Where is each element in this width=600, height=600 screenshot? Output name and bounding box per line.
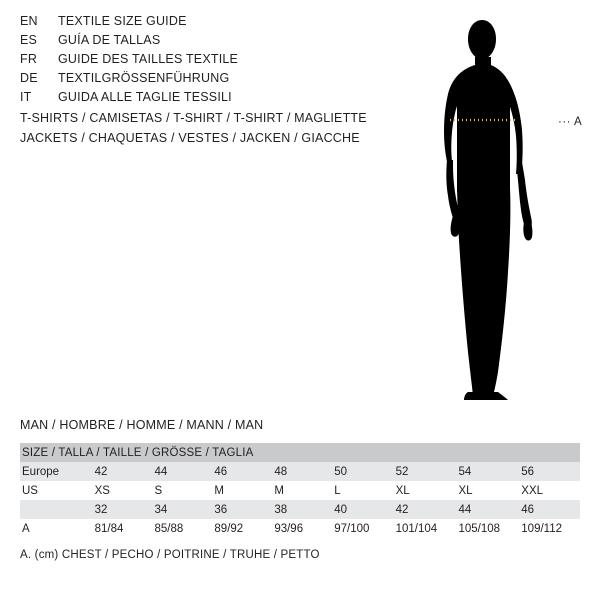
table-row [20, 481, 580, 500]
table-header-row [20, 443, 580, 462]
row-value: 54 [454, 462, 517, 481]
row-value: 32 [91, 500, 151, 519]
row-value: 34 [151, 500, 211, 519]
language-row [20, 52, 380, 71]
row-value: 105/108 [454, 519, 517, 538]
row-value: XL [454, 481, 517, 500]
language-code: DE [20, 71, 38, 85]
table-row [20, 500, 580, 519]
size-table [20, 443, 580, 538]
row-value: 38 [270, 500, 330, 519]
row-value: 46 [517, 500, 580, 519]
language-text: GUÍA DE TALLAS [58, 33, 161, 47]
category-line-tshirts: T-SHIRTS / CAMISETAS / T-SHIRT / T-SHIRT / MAGLIETTE [20, 111, 367, 125]
body-silhouette-figure [410, 12, 590, 402]
category-block [20, 111, 440, 151]
table-row [20, 519, 580, 538]
row-value: 81/84 [91, 519, 151, 538]
language-code: ES [20, 33, 38, 47]
silhouette-body [444, 20, 532, 400]
language-header-block [20, 14, 380, 109]
row-label: Europe [20, 462, 91, 481]
row-value: 40 [330, 500, 391, 519]
language-row [20, 33, 380, 52]
table-header-label: SIZE / TALLA / TAILLE / GRÖSSE / TAGLIA [20, 443, 580, 462]
row-value: XS [91, 481, 151, 500]
category-line-jackets: JACKETS / CHAQUETAS / VESTES / JACKEN / GIACCHE [20, 131, 360, 145]
row-value: M [270, 481, 330, 500]
row-value: L [330, 481, 391, 500]
row-value: 46 [210, 462, 270, 481]
row-value: 44 [454, 500, 517, 519]
row-value: 50 [330, 462, 391, 481]
language-text: GUIDE DES TAILLES TEXTILE [58, 52, 239, 66]
language-text: TEXTILGRÖSSENFÜHRUNG [58, 71, 230, 85]
row-value: S [151, 481, 211, 500]
row-label: A [20, 519, 91, 538]
row-value: 44 [151, 462, 211, 481]
row-value: M [210, 481, 270, 500]
row-value: 48 [270, 462, 330, 481]
language-row [20, 14, 380, 33]
language-text: TEXTILE SIZE GUIDE [58, 14, 187, 28]
row-label [20, 500, 91, 519]
row-value: XL [392, 481, 455, 500]
language-row [20, 90, 380, 109]
language-code: IT [20, 90, 32, 104]
silhouette-svg [410, 12, 590, 402]
language-text: GUIDA ALLE TAGLIE TESSILI [58, 90, 232, 104]
row-value: 89/92 [210, 519, 270, 538]
chest-measure-label: ··· A [558, 116, 583, 128]
row-value: 93/96 [270, 519, 330, 538]
language-code: FR [20, 52, 38, 66]
row-value: 109/112 [517, 519, 580, 538]
row-value: 85/88 [151, 519, 211, 538]
table-row [20, 462, 580, 481]
row-label: US [20, 481, 91, 500]
row-value: 97/100 [330, 519, 391, 538]
row-value: 42 [392, 500, 455, 519]
row-value: 52 [392, 462, 455, 481]
language-row [20, 71, 380, 90]
language-code: EN [20, 14, 38, 28]
footnote-chest-measure: A. (cm) CHEST / PECHO / POITRINE / TRUHE / PETTO [20, 549, 320, 561]
row-value: 56 [517, 462, 580, 481]
section-title-man: MAN / HOMBRE / HOMME / MANN / MAN [20, 418, 264, 432]
row-value: XXL [517, 481, 580, 500]
row-value: 42 [91, 462, 151, 481]
row-value: 36 [210, 500, 270, 519]
row-value: 101/104 [392, 519, 455, 538]
